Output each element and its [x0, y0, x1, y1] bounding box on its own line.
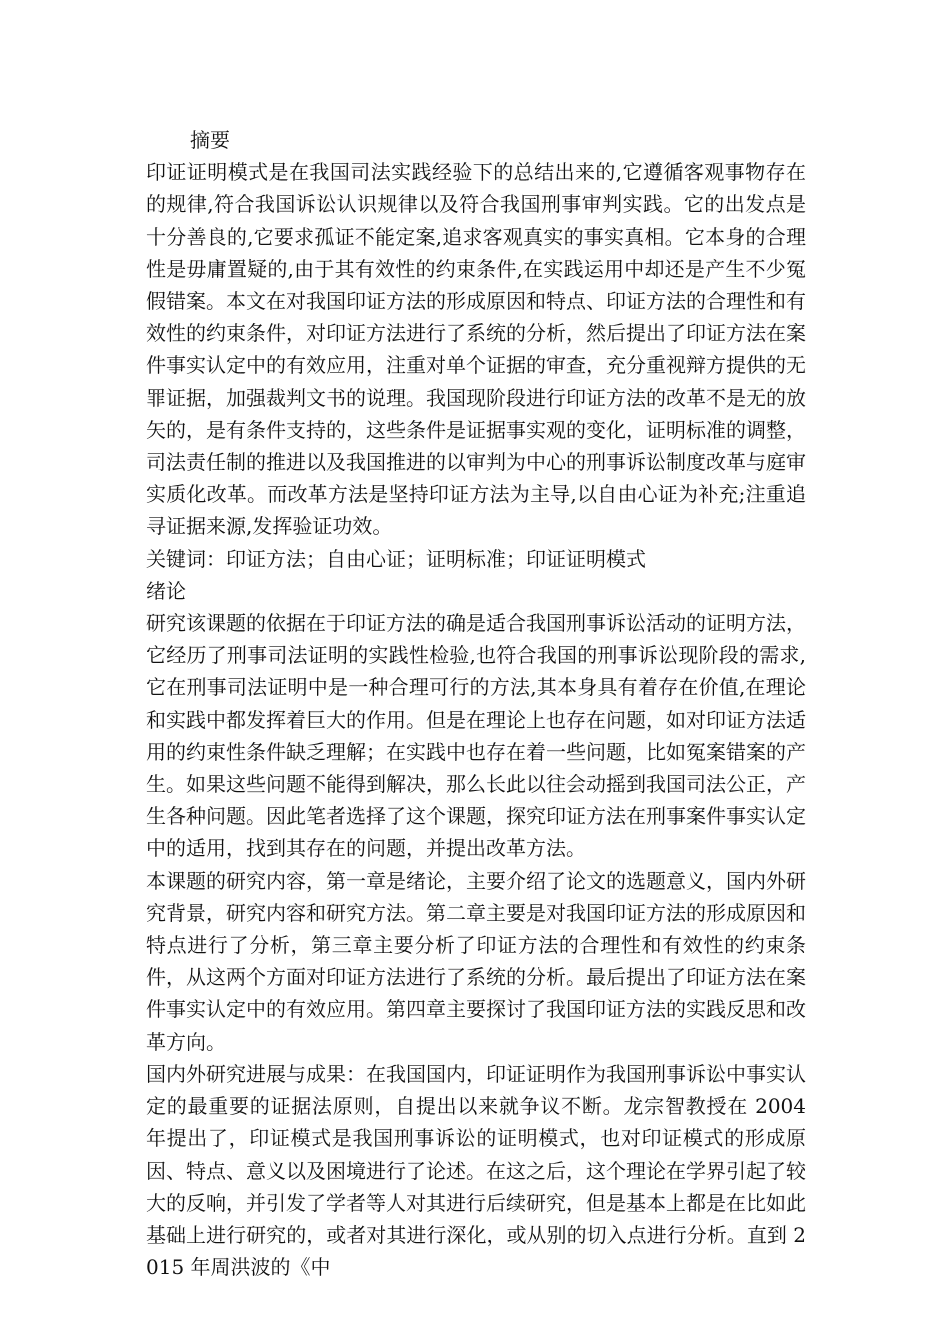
intro-paragraph-1: 研究该课题的依据在于印证方法的确是适合我国刑事诉讼活动的证明方法，它经历了刑事司法证明的实践性检验,也符合我国的刑事诉讼现阶段的需求,它在刑事司法证明中是一种合理可行的方法,其本身具有着存在价值,在理论和实践中都发挥着巨大的作用。但是在理论上也存在问题，如对印证方法适用的约束性条件缺乏理解；在实践中也存在着一些问题，比如冤案错案的产生。如果这些问题不能得到解决，那么长此以往会动摇到我国司法公正，产生各种问题。因此笔者选择了这个课题，探究印证方法在刑事案件事实认定中的适用，找到其存在的问题，并提出改革方法。	[146, 611, 806, 861]
keywords-line: 关键词：印证方法；自由心证；证明标准；印证证明模式	[146, 546, 646, 571]
abstract-body: 印证证明模式是在我国司法实践经验下的总结出来的,它遵循客观事物存在的规律,符合我国诉讼认识规律以及符合我国刑事审判实践。它的出发点是十分善良的,它要求孤证不能定案,追求客观真实的事实真相。它本身的合理性是毋庸置疑的,由于其有效性的约束条件,在实践运用中却还是产生不少冤假错案。本文在对我国印证方法的形成原因和特点、印证方法的合理性和有效性的约束条件，对印证方法进行了系统的分析，然后提出了印证方法在案件事实认定中的有效应用，注重对单个证据的审查，充分重视辩方提供的无罪证据，加强裁判文书的说理。我国现阶段进行印证方法的改革不是无的放矢的，是有条件支持的，这些条件是证据事实观的变化，证明标准的调整，司法责任制的推进以及我国推进的以审判为中心的刑事诉讼制度改革与庭审实质化改革。而改革方法是坚持印证方法为主导,以自由心证为补充;注重追寻证据来源,发挥验证功效。	[146, 160, 806, 539]
intro-paragraph-2: 本课题的研究内容，第一章是绪论，主要介绍了论文的选题意义，国内外研究背景，研究内容和研究方法。第二章主要是对我国印证方法的形成原因和特点进行了分析，第三章主要分析了印证方法的合理性和有效性的约束条件，从这两个方面对印证方法进行了系统的分析。最后提出了印证方法在案件事实认定中的有效应用。第四章主要探讨了我国印证方法的实践反思和改革方向。	[146, 868, 806, 1054]
intro-paragraph-3: 国内外研究进展与成果：在我国国内，印证证明作为我国刑事诉讼中事实认定的最重要的证据法原则，自提出以来就争议不断。龙宗智教授在 2004 年提出了，印证模式是我国刑事诉讼的证明模式，也对印证模式的形成原因、特点、意义以及困境进行了论述。在这之后，这个理论在学界引起了较大的反响，并引发了学者等人对其进行后续研究，但是基本上都是在比如此基础上进行研究的，或者对其进行深化，或从别的切入点进行分析。直到 2015 年周洪波的《中	[146, 1061, 806, 1280]
intro-heading: 绪论	[146, 578, 186, 603]
abstract-title: 摘要	[190, 128, 230, 152]
document-page	[146, 124, 806, 1283]
